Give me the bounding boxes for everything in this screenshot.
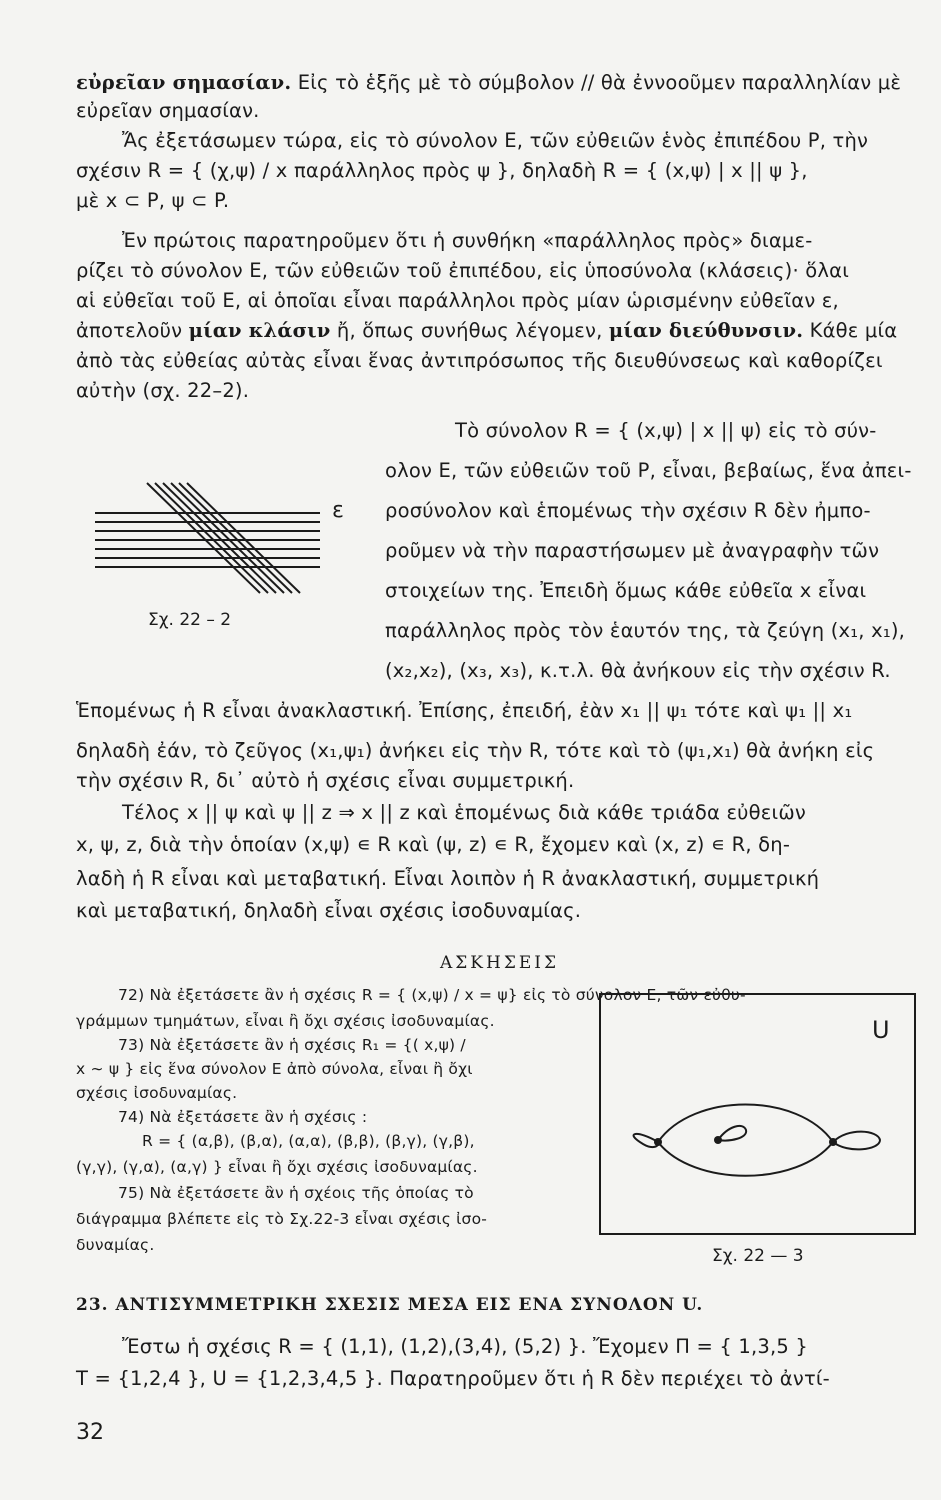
text-line: Ἑπομένως ἡ R εἶναι ἀνακλαστική. Ἐπίσης, ἐπειδή, ἐὰν x₁ || ψ₁ τότε καὶ ψ₁ || x₁: [76, 699, 853, 722]
text-line: στοιχείων της. Ἐπειδὴ ὅμως κάθε εὐθεῖα x εἶναι: [385, 579, 867, 602]
text-line: αὐτὴν (σχ. 22–2).: [76, 379, 250, 402]
exercise-line: 74) Νὰ ἐξετάσετε ἂν ἡ σχέσις :: [118, 1108, 368, 1126]
text-line: T = {1,2,4 }, U = {1,2,3,4,5 }. Παρατηροῦμεν ὅτι ἡ R δὲν περιέχει τὸ ἀντί-: [76, 1367, 830, 1390]
text-span: ἀποτελοῦν: [76, 319, 189, 342]
exercise-line: 72) Νὰ ἐξετάσετε ἂν ἡ σχέσις R = { (x,ψ) / x = ψ} εἰς τὸ σύνολον Ε, τῶν εὐθυ-: [118, 986, 746, 1004]
exercise-line: x ∼ ψ } εἰς ἕνα σύνολον Ε ἀπὸ σύνολα, εἶναι ἢ ὄχι: [76, 1060, 473, 1078]
bold-phrase: εὐρεῖαν σημασίαν.: [76, 71, 292, 94]
text-line: μὲ x ⊂ P, ψ ⊂ P.: [76, 189, 230, 212]
universe-label: U: [872, 1016, 890, 1044]
figure-caption: Σχ. 22 – 2: [148, 610, 232, 630]
exercise-line: σχέσις ἰσοδυναμίας.: [76, 1084, 238, 1102]
text-line: Ἐν πρώτοις παρατηροῦμεν ὅτι ἡ συνθήκη «παράλληλος πρὸς» διαμε-: [122, 229, 813, 252]
text-line: σχέσιν R = { (χ,ψ) / x παράλληλος πρὸς ψ }, δηλαδὴ R = { (x,ψ) | x || ψ },: [76, 159, 808, 182]
exercise-line: γράμμων τμημάτων, εἶναι ἢ ὄχι σχέσις ἰσοδυναμίας.: [76, 1012, 495, 1030]
text-line: [76, 318, 941, 344]
text-line: παράλληλος πρὸς τὸν ἑαυτόν της, τὰ ζεύγη (x₁, x₁),: [385, 619, 906, 642]
section-title: 23. ΑΝΤΙΣΥΜΜΕΤΡΙΚΗ ΣΧΕΣΙΣ ΜΕΣΑ ΕΙΣ ΕΝΑ ΣΥΝΟΛΟΝ U.: [76, 1295, 704, 1315]
text-line: λαδὴ ἡ R εἶναι καὶ μεταβατική. Εἶναι λοιπὸν ἡ R ἀνακλαστική, συμμετρική: [76, 867, 820, 890]
text-line: εὐρεῖαν σημασίαν.: [76, 99, 260, 122]
text-span: ἤ, ὅπως συνήθως λέγομεν,: [330, 319, 609, 342]
page-number: 32: [76, 1420, 104, 1445]
text-line: καὶ μεταβατική, δηλαδὴ εἶναι σχέσις ἰσοδυναμίας.: [76, 899, 582, 922]
text-line: ρίζει τὸ σύνολον Ε, τῶν εὐθειῶν τοῦ ἐπιπέδου, εἰς ὑποσύνολα (κλάσεις)· ὅλαι: [76, 259, 850, 282]
text-line: ἀπὸ τὰς εὐθείας αὐτὰς εἶναι ἕνας ἀντιπρόσωπος τῆς διευθύνσεως καὶ καθορίζει: [76, 349, 883, 372]
figure-caption: Σχ. 22 — 3: [712, 1246, 804, 1266]
text-span: Εἰς τὸ ἑξῆς μὲ τὸ σύμβολον // θὰ ἐννοοῦμεν παραλληλίαν μὲ: [291, 71, 902, 94]
text-span: Κάθε μία: [803, 319, 898, 342]
exercise-line: (γ,γ), (γ,α), (α,γ) } εἶναι ἢ ὄχι σχέσις ἰσοδυναμίας.: [76, 1158, 478, 1176]
exercise-line: διάγραμμα βλέπετε εἰς τὸ Σχ.22-3 εἶναι σχέσις ἰσο-: [76, 1210, 488, 1228]
text-line: (x₂,x₂), (x₃, x₃), κ.τ.λ. θὰ ἀνήκουν εἰς τὴν σχέσιν R.: [385, 659, 891, 682]
text-line: ροσύνολον καὶ ἑπομένως τὴν σχέσιν R δὲν ἠμπο-: [385, 499, 871, 522]
text-line: τὴν σχέσιν R, δι᾽ αὐτὸ ἡ σχέσις εἶναι συμμετρική.: [76, 769, 575, 792]
section-heading: ΑΣΚΗΣΕΙΣ: [440, 953, 559, 973]
exercise-line: δυναμίας.: [76, 1236, 155, 1254]
text-line: Τέλος x || ψ καὶ ψ || z ⇒ x || z καὶ ἑπομένως διὰ κάθε τριάδα εὐθειῶν: [122, 801, 806, 824]
figure-label-epsilon: ε: [332, 498, 344, 523]
text-line: ροῦμεν νὰ τὴν παραστήσωμεν μὲ ἀναγραφὴν τῶν: [385, 539, 880, 562]
text-line: ολον Ε, τῶν εὐθειῶν τοῦ Ρ, εἶναι, βεβαίως, ἕνα ἀπει-: [385, 459, 912, 482]
bold-phrase: μίαν διεύθυνσιν.: [608, 319, 804, 342]
text-line: [76, 70, 941, 96]
parallel-lines-figure: [95, 478, 365, 603]
text-line: δηλαδὴ ἐάν, τὸ ζεῦγος (x₁,ψ₁) ἀνήκει εἰς τὴν R, τότε καὶ τὸ (ψ₁,x₁) θὰ ἀνήκη εἰς: [76, 739, 875, 762]
bold-phrase: μίαν κλάσιν: [188, 319, 331, 342]
exercise-line: 75) Νὰ ἐξετάσετε ἂν ἡ σχέοις τῆς ὁποίας τὸ: [118, 1184, 474, 1202]
exercise-line: 73) Νὰ ἐξετάσετε ἂν ἡ σχέσις R₁ = {( x,ψ) /: [118, 1036, 466, 1054]
text-line: Ἄς ἐξετάσωμεν τώρα, εἰς τὸ σύνολον Ε, τῶν εὐθειῶν ἑνὸς ἐπιπέδου Ρ, τὴν: [122, 129, 869, 152]
text-line: x, ψ, z, διὰ τὴν ὁποίαν (x,ψ) ∊ R καὶ (ψ, z) ∊ R, ἔχομεν καὶ (x, z) ∊ R, δη-: [76, 833, 791, 856]
text-line: αἱ εὐθεῖαι τοῦ Ε, αἱ ὁποῖαι εἶναι παράλληλοι πρὸς μίαν ὡρισμένην εὐθεῖαν ε,: [76, 289, 839, 312]
exercise-line: R = { (α,β), (β,α), (α,α), (β,β), (β,γ), (γ,β),: [142, 1132, 475, 1150]
text-line: Τὸ σύνολον R = { (x,ψ) | x || ψ) εἰς τὸ σύν-: [455, 419, 877, 442]
text-line: Ἔστω ἡ σχέσις R = { (1,1), (1,2),(3,4), (5,2) }. Ἔχομεν Π = { 1,3,5 }: [122, 1335, 809, 1358]
